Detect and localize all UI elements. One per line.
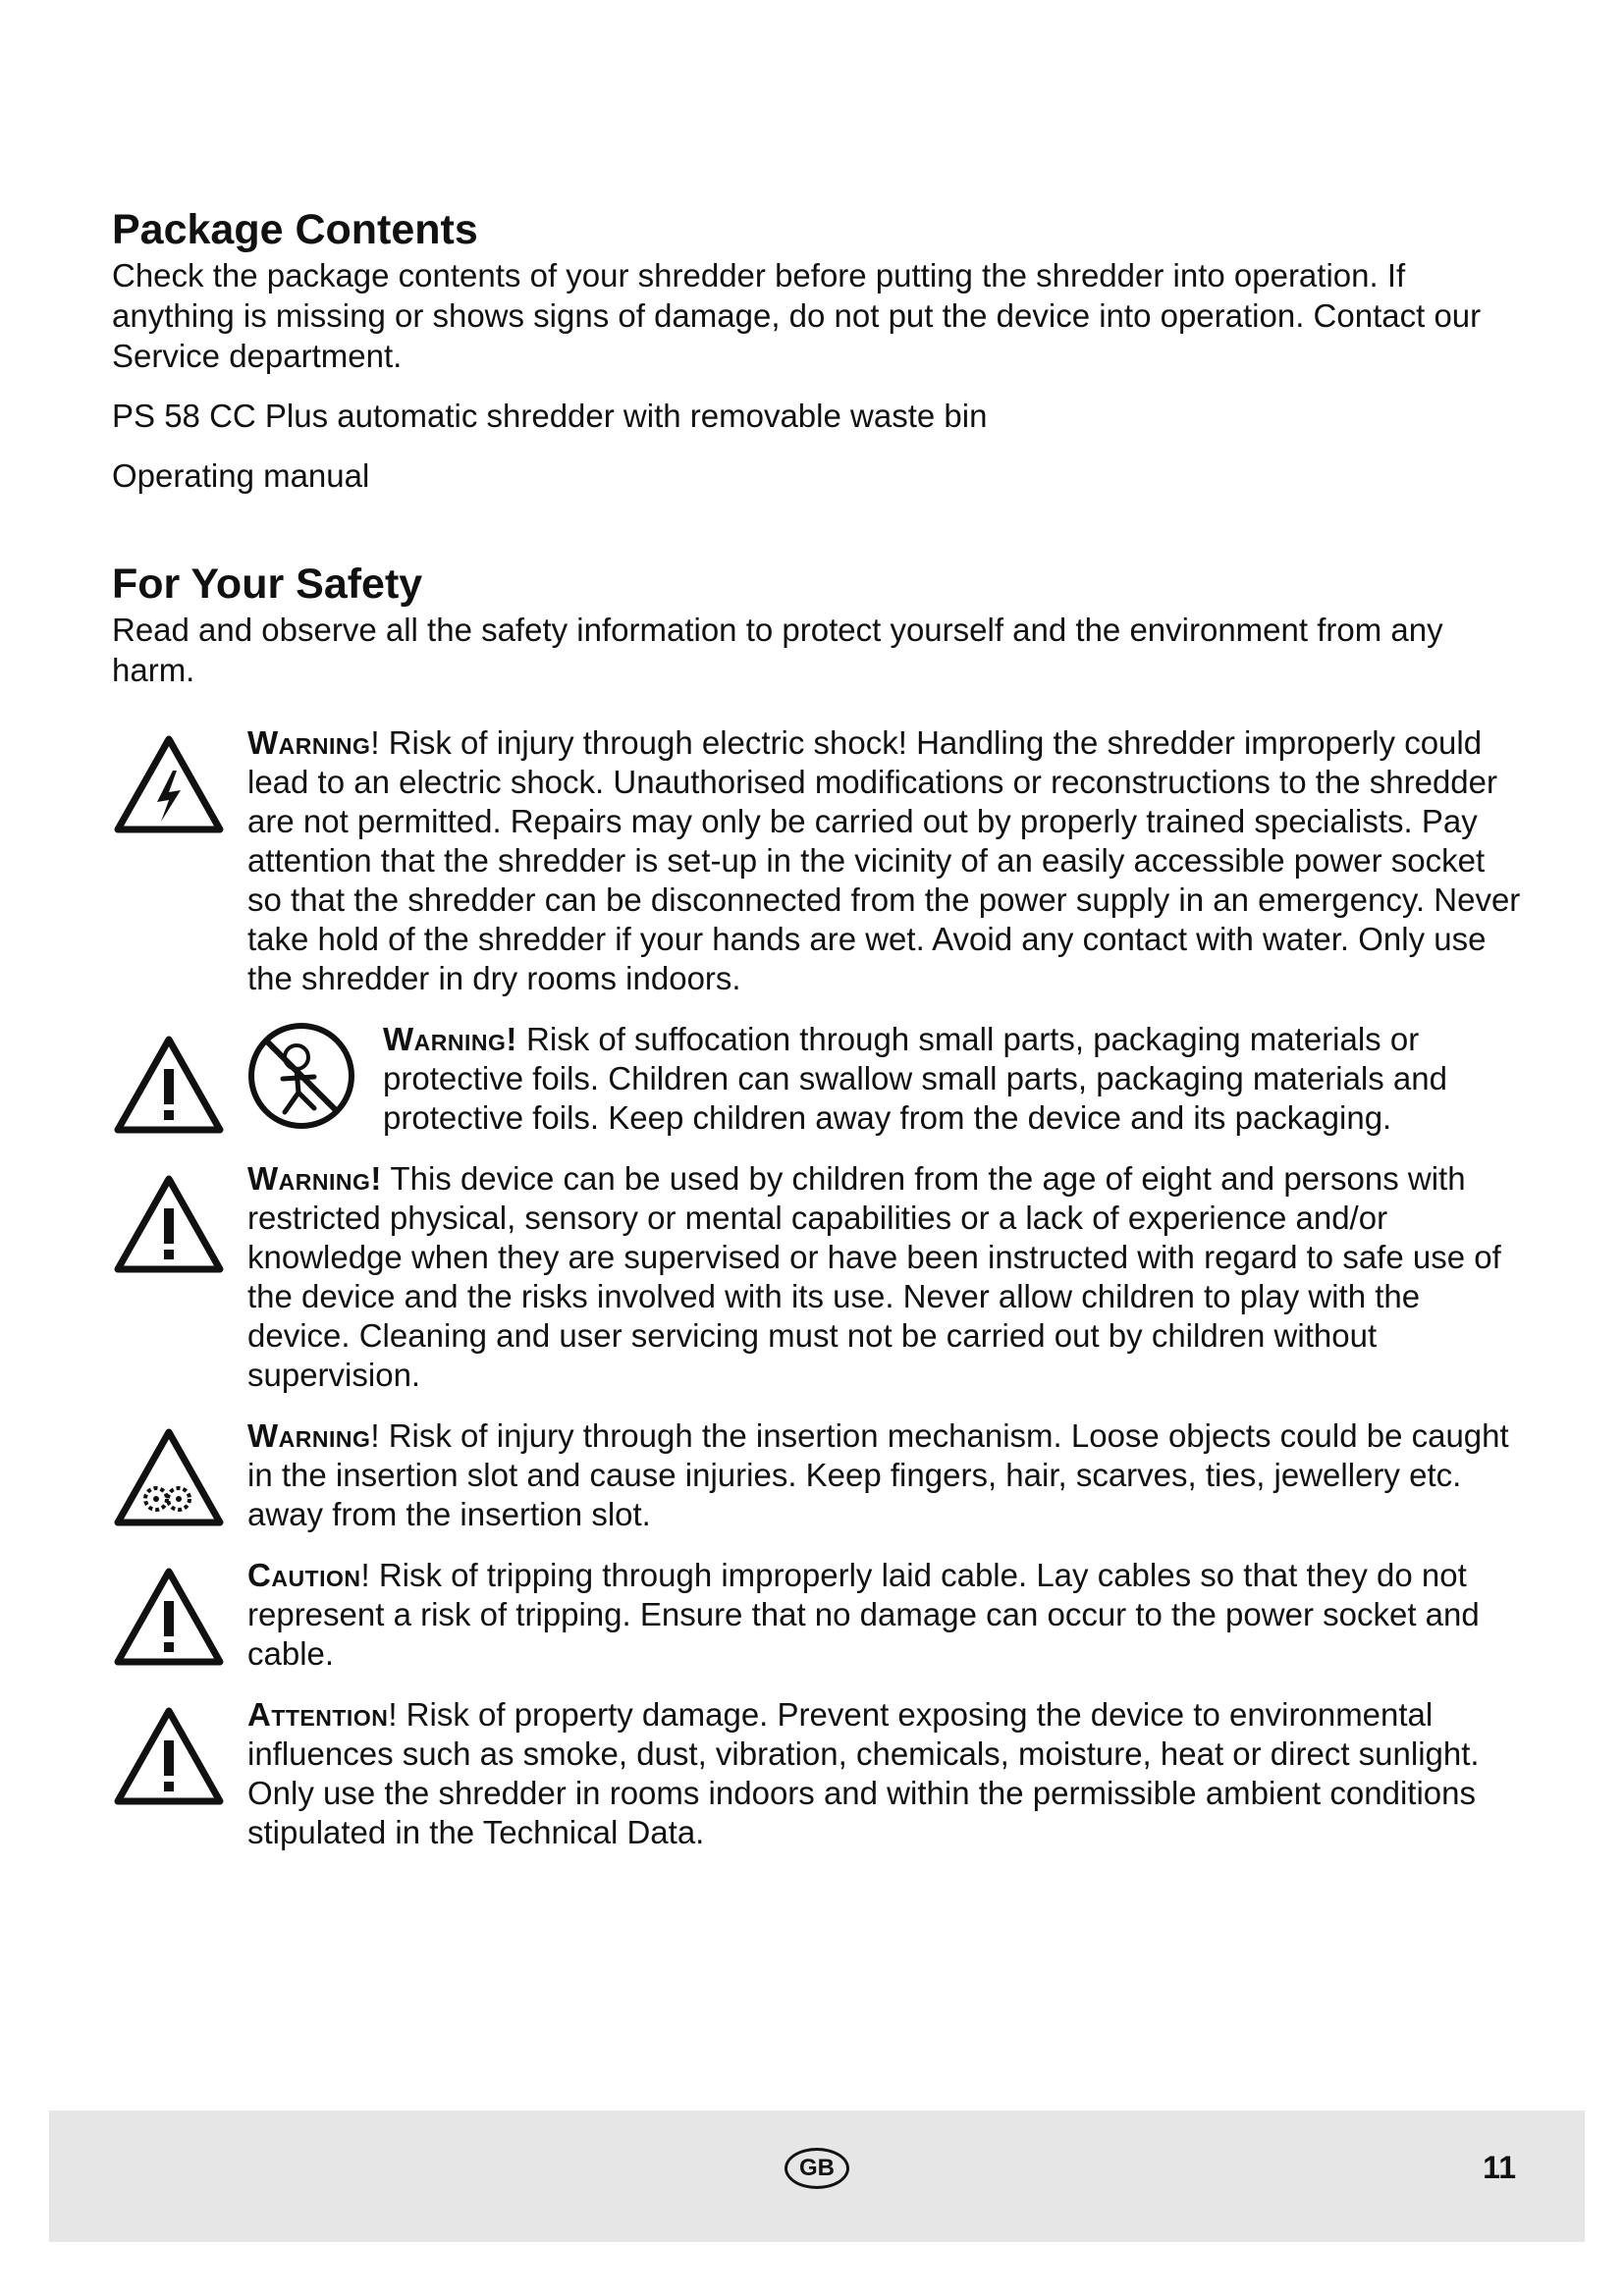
notice-text: Risk of tripping through improperly laid cable. Lay cables so that they do not represent a risk of tripping. Ensure that no damage can occur to the power socket and cable. <box>247 1557 1480 1672</box>
notice-label-punct: ! <box>388 1696 398 1733</box>
page-content <box>112 204 1526 1852</box>
electric-shock-warning-icon <box>112 733 226 835</box>
entanglement-warning-icon <box>112 1426 226 1528</box>
no-children-icon <box>245 1020 357 1132</box>
package-intro: Check the package contents of your shredder before putting the shredder into operation. If anything is missing or shows signs of damage, do not put the device into operation. Contact our Service department. <box>112 257 1482 374</box>
package-item: Operating manual <box>112 457 370 494</box>
safety-notice-suffocation <box>112 1020 1526 1138</box>
notice-label: Warning! <box>383 1021 517 1057</box>
notice-label: Warning! <box>247 1160 382 1197</box>
safety-notice-electric <box>112 723 1526 998</box>
notice-label-punct: ! <box>370 724 380 761</box>
safety-intro: Read and observe all the safety information to protect yourself and the environment from any harm. <box>112 612 1443 688</box>
notice-text: Risk of property damage. Prevent exposing the device to environmental influences such as smoke, dust, vibration, chemicals, moisture, heat or direct sunlight. Only use the shredder in rooms indoors and within the permissible ambient conditions stipulated in the Technical Data. <box>247 1696 1480 1850</box>
safety-notice-property <box>112 1695 1526 1852</box>
notice-label-punct: ! <box>360 1557 370 1593</box>
safety-notice-entanglement <box>112 1416 1526 1534</box>
general-warning-icon <box>112 1034 226 1136</box>
package-contents-heading: Package Contents <box>112 206 478 253</box>
general-warning-icon <box>112 1173 226 1275</box>
notice-label: Caution <box>247 1557 361 1593</box>
page-footer <box>49 2110 1585 2242</box>
safety-heading: For Your Safety <box>112 561 423 608</box>
package-item: PS 58 CC Plus automatic shredder with removable waste bin <box>112 398 988 434</box>
notice-label: Attention <box>247 1696 389 1733</box>
safety-notice-children <box>112 1159 1526 1395</box>
notice-label: Warning <box>247 1417 371 1454</box>
notice-label: Warning <box>247 724 371 761</box>
general-warning-icon <box>112 1705 226 1807</box>
notice-label-punct: ! <box>370 1417 380 1454</box>
general-warning-icon <box>112 1566 226 1668</box>
notice-text: Risk of injury through electric shock! Handling the shredder improperly could lead to an electric shock. Unauthorised modifications or reconstructions to the shredder are not permitted. Repairs may only be carried out by properly trained specialists. Pay attention that the shredder is set-up in the vicinity of an easily accessible power socket so that the shredder can be disconnected from the power supply in an emergency. Never take hold of the shredder if your hands are wet. Avoid any contact with water. Only use the shredder in dry rooms indoors. <box>247 724 1521 996</box>
notice-text: Risk of suffocation through small parts, packaging materials or protective foils. Children can swallow small parts, packaging materials and protective foils. Keep children away from the device and its packaging. <box>383 1021 1447 1136</box>
notice-text: This device can be used by children from the age of eight and persons with restricted physical, sensory or mental capabilities or a lack of experience and/or knowledge when they are supervised or have been instructed with regard to safe use of the device and the risks involved with its use. Never allow children to play with the device. Cleaning and user servicing must not be carried out by children without supervision. <box>247 1160 1501 1393</box>
safety-notice-tripping <box>112 1556 1526 1674</box>
notice-text: Risk of injury through the insertion mechanism. Loose objects could be caught in the insertion slot and cause injuries. Keep fingers, hair, scarves, ties, jewellery etc. away from the insertion slot. <box>247 1417 1509 1532</box>
page-number: 11 <box>1483 2150 1516 2185</box>
country-badge: GB <box>785 2148 849 2189</box>
